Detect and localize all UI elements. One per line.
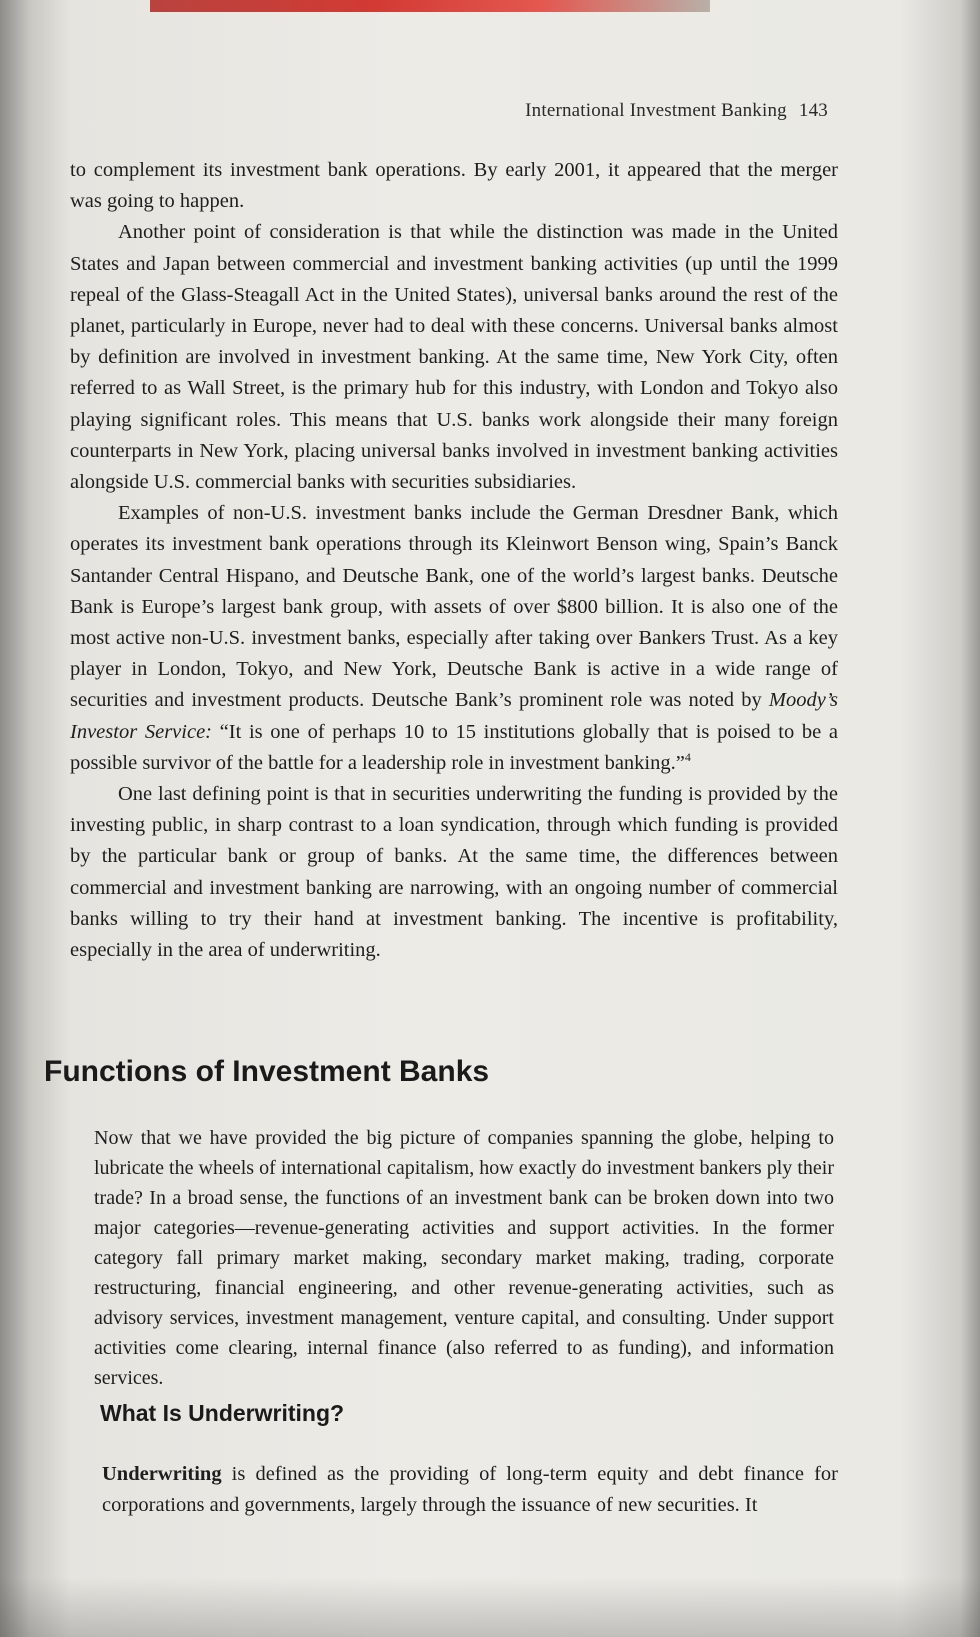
paragraph-examples: [70, 498, 838, 779]
footnote-marker: 4: [684, 750, 691, 765]
page-shadow: [0, 1577, 980, 1637]
source-citation: Moody’s Investor Service:: [70, 689, 838, 743]
body-text-underwriting: [102, 1438, 838, 1541]
page-number: 143: [798, 100, 828, 121]
paragraph-examples-quote: “It is one of perhaps 10 to 15 institutions globally that is poised to be a possible survivor of the battle for a leadership role in investment banking.”: [70, 720, 839, 774]
paragraph-examples-text: Examples of non-U.S. investment banks include the German Dresdner Bank, which operates its investment bank operations through its Kleinwort Benson wing, Spain’s Banck Santander Central Hispano, and Deutsche Bank, one of the world’s largest banks. Deutsche Bank is Europe’s largest bank group, with assets of over $800 billion. It is also one of the most active non-U.S. investment banks, especially after taking over Bankers Trust. As a key player in London, Tokyo, and New York, Deutsche Bank is active in a wide range of securities and investment products. Deutsche Bank’s prominent role was noted by: [70, 502, 838, 712]
section-heading: Functions of Investment Banks: [44, 1055, 490, 1088]
body-text-functions: [94, 1123, 834, 1393]
book-cover-edge: [150, 0, 710, 12]
paragraph-continuation: to complement its investment bank operations. By early 2001, it appeared that the merger was going to happen.: [70, 159, 838, 213]
body-text-top: [70, 155, 838, 966]
paragraph-defining-point: One last defining point is that in securities underwriting the funding is provided by the investing public, in sharp contrast to a loan syndication, through which funding is provided by the particular bank or group of banks. At the same time, the differences between commercial and investment banking are narrowing, with an ongoing number of commercial banks willing to try their hand at investment banking. The incentive is profitability, especially in the area of underwriting.: [70, 783, 838, 962]
running-title: International Investment Banking: [525, 100, 787, 121]
paragraph-underwriting: [102, 1459, 838, 1521]
defined-term: Underwriting: [102, 1462, 222, 1485]
running-header: [525, 100, 828, 122]
paragraph-underwriting-text: is defined as the providing of long-term equity and debt finance for corporations and governments, largely through the issuance of new securities. It: [102, 1462, 838, 1516]
paragraph-universal-banks: Another point of consideration is that while the distinction was made in the United States and Japan between commercial and investment banking activities (up until the 1999 repeal of the Glass-Steagall Act in the United States), universal banks around the rest of the planet, particularly in Europe, never had to deal with these concerns. Universal banks almost by definition are involved in investment banking. At the same time, New York City, often referred to as Wall Street, is the primary hub for this industry, with London and Tokyo also playing significant roles. This means that U.S. banks work alongside their many foreign counterparts in New York, placing universal banks involved in investment banking activities alongside U.S. commercial banks with securities subsidiaries.: [70, 221, 838, 494]
paragraph-functions: Now that we have provided the big picture of companies spanning the globe, helping to lubricate the wheels of international capitalism, how exactly do investment bankers ply their trade? In a broad sense, the functions of an investment bank can be broken down into two major categories—revenue-generating activities and support activities. In the former category fall primary market making, secondary market making, trading, corporate restructuring, financial engineering, and other revenue-generating activities, such as advisory services, investment management, venture capital, and consulting. Under support activities come clearing, internal finance (also referred to as funding), and information services.: [94, 1127, 834, 1389]
subsection-heading: What Is Underwriting?: [100, 1400, 345, 1426]
